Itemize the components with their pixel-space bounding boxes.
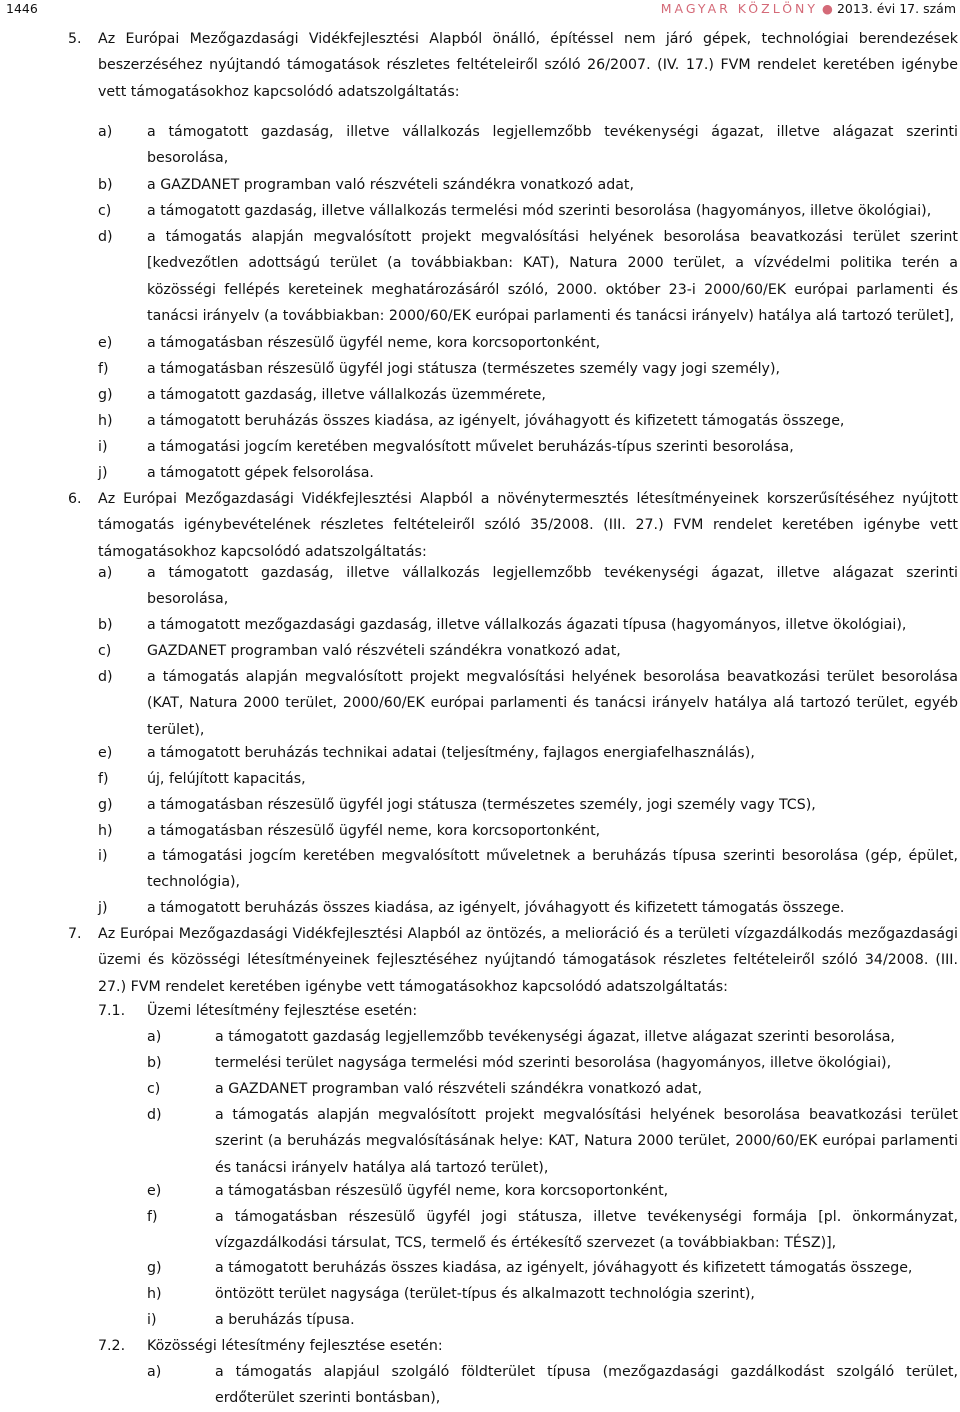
list-item: a támogatás alapján megvalósított projekt megvalósítási helyének besorolása beavatkozási terület szerint (a beruházás megvalósításának helye: KAT, Natura 2000 terület, 2000/60/EK európai parlamenti és tanácsi irányelv hatálya alá tartozó terület),	[215, 1107, 958, 1176]
list-item: a támogatásban részesülő ügyfél jogi státusza, illetve tevékenységi formája [pl. önkormányzat, vízgazdálkodási társulat, TCS, termelő és értékesítő szervezet (a továbbiakban: TÉSZ)],	[215, 1209, 958, 1252]
issue-label: 2013. évi 17. szám	[836, 1, 956, 16]
list-item: a támogatás alapjául szolgáló földterület típusa (mezőgazdasági gazdálkodást szolgáló terület, erdőterület szerinti bontásban),	[215, 1364, 958, 1407]
list-item: öntözött terület nagysága (terület-típus és alkalmazott technológia szerint),	[215, 1286, 755, 1302]
item-label: f)	[98, 361, 109, 377]
item-label: b)	[147, 1055, 162, 1071]
list-item: a támogatott gazdaság legjellemzőbb tevékenységi ágazat, illetve alágazat szerinti besorolása,	[215, 1029, 895, 1045]
item-label: b)	[98, 177, 113, 193]
subsection-title: Közösségi létesítmény fejlesztése esetén:	[147, 1338, 443, 1354]
item-label: d)	[98, 669, 113, 685]
item-label: h)	[98, 413, 113, 429]
item-label: c)	[98, 203, 112, 219]
page-header	[0, 0, 960, 18]
list-item: a támogatási jogcím keretében megvalósított műveletnek a beruházás típusa szerinti besorolása (gép, épület, technológia),	[147, 848, 958, 891]
list-item: a támogatásban részesülő ügyfél neme, kora korcsoportonként,	[147, 335, 601, 351]
section-7-intro: Az Európai Mezőgazdasági Vidékfejlesztési Alapból az öntözés, a melioráció és a területi vízgazdálkodás mezőgazdasági üzemi és közösségi létesítményeinek fejlesztéséhez nyújtandó támogatások részletes feltételeiről szóló 34/2008. (III. 27.) FVM rendelet keretében igénybe vett támogatásokhoz kapcsolódó adatszolgáltatás:	[98, 926, 958, 995]
list-item: a támogatott beruházás összes kiadása, az igényelt, jóváhagyott és kifizetett támogatás összege,	[215, 1260, 913, 1276]
item-label: i)	[147, 1312, 157, 1328]
item-label: d)	[98, 229, 113, 245]
journal-info	[661, 0, 956, 18]
item-label: b)	[98, 617, 113, 633]
list-item: a támogatott gazdaság, illetve vállalkozás legjellemzőbb tevékenységi ágazat, illetve alágazat szerinti besorolása,	[147, 565, 958, 608]
bullet-icon: ●	[822, 1, 833, 16]
list-item: a támogatási jogcím keretében megvalósított művelet beruházás-típus szerinti besorolása,	[147, 439, 794, 455]
list-item: új, felújított kapacitás,	[147, 771, 306, 787]
item-label: e)	[98, 745, 113, 761]
list-item: a támogatásban részesülő ügyfél jogi státusza (természetes személy vagy jogi személy),	[147, 361, 780, 377]
item-label: a)	[98, 124, 113, 140]
list-item: a beruházás típusa.	[215, 1312, 355, 1328]
section-5-intro: Az Európai Mezőgazdasági Vidékfejlesztési Alapból önálló, építéssel nem járó gépek, technológiai berendezések beszerzéséhez nyújtandó támogatások részletes feltételeiről szóló 26/2007. (IV. 17.) FVM rendelet keretében igénybe vett támogatásokhoz kapcsolódó adatszolgáltatás:	[98, 31, 958, 100]
list-item: a támogatott mezőgazdasági gazdaság, illetve vállalkozás ágazati típusa (hagyományos, illetve ökológiai),	[147, 617, 907, 633]
page-number: 1446	[6, 1, 38, 16]
item-label: i)	[98, 439, 108, 455]
journal-title: MAGYAR KÖZLÖNY	[660, 1, 819, 16]
list-item: a támogatott gazdaság, illetve vállalkozás üzemmérete,	[147, 387, 546, 403]
list-item: GAZDANET programban való részvételi szándékra vonatkozó adat,	[147, 643, 621, 659]
subsection-number: 7.1.	[98, 1003, 126, 1019]
item-label: e)	[98, 335, 113, 351]
section-6-intro: Az Európai Mezőgazdasági Vidékfejlesztési Alapból a növénytermesztés létesítményeinek korszerűsítéséhez nyújtott támogatás igénybevételének részletes feltételeiről szóló 35/2008. (III. 27.) FVM rendelet keretében igénybe vett támogatásokhoz kapcsolódó adatszolgáltatás:	[98, 491, 958, 560]
list-item: a támogatásban részesülő ügyfél neme, kora korcsoportonként,	[215, 1183, 669, 1199]
section-6-number: 6.	[68, 491, 82, 507]
list-item: a támogatott beruházás technikai adatai (teljesítmény, fajlagos energiafelhasználás),	[147, 745, 755, 761]
list-item: a GAZDANET programban való részvételi szándékra vonatkozó adat,	[215, 1081, 702, 1097]
item-label: c)	[147, 1081, 161, 1097]
list-item: a támogatásban részesülő ügyfél jogi státusza (természetes személy, jogi személy vagy TCS),	[147, 797, 816, 813]
subsection-title: Üzemi létesítmény fejlesztése esetén:	[147, 1003, 418, 1019]
list-item: a támogatás alapján megvalósított projekt megvalósítási helyének besorolása beavatkozási terület szerint [kedvezőtlen adottságú terület (a továbbiakban: KAT), Natura 2000 terület, a vízvédelmi politika terén a közösségi fellépés kereteinek meghatározásáról szóló, 2000. október 23-i 2000/60/EK európai parlamenti és tanácsi irányelv (a továbbiakban: 2000/60/EK európai parlamenti és tanácsi irányelv) hatálya alá tartozó terület],	[147, 229, 958, 325]
item-label: h)	[98, 823, 113, 839]
section-7-number: 7.	[68, 926, 82, 942]
section-5-number: 5.	[68, 31, 82, 47]
item-label: j)	[98, 900, 108, 916]
item-label: f)	[147, 1209, 158, 1225]
item-label: g)	[147, 1260, 162, 1276]
item-label: e)	[147, 1183, 162, 1199]
list-item: a támogatásban részesülő ügyfél neme, kora korcsoportonként,	[147, 823, 601, 839]
list-item: a támogatott gépek felsorolása.	[147, 465, 374, 481]
list-item: a támogatott gazdaság, illetve vállalkozás termelési mód szerinti besorolása (hagyományos, illetve ökológiai),	[147, 203, 932, 219]
item-label: i)	[98, 848, 108, 864]
subsection-number: 7.2.	[98, 1338, 126, 1354]
list-item: a támogatás alapján megvalósított projekt megvalósítási helyének besorolása beavatkozási terület besorolása (KAT, Natura 2000 terület, 2000/60/EK európai parlamenti és tanácsi irányelv hatálya alá tartozó terület, egyéb terület),	[147, 669, 958, 738]
item-label: f)	[98, 771, 109, 787]
item-label: g)	[98, 387, 113, 403]
list-item: termelési terület nagysága termelési mód szerinti besorolása (hagyományos, illetve ökológiai),	[215, 1055, 892, 1071]
item-label: h)	[147, 1286, 162, 1302]
list-item: a GAZDANET programban való részvételi szándékra vonatkozó adat,	[147, 177, 634, 193]
item-label: a)	[147, 1029, 162, 1045]
list-item: a támogatott beruházás összes kiadása, az igényelt, jóváhagyott és kifizetett támogatás összege,	[147, 413, 845, 429]
list-item: a támogatott gazdaság, illetve vállalkozás legjellemzőbb tevékenységi ágazat, illetve alágazat szerinti besorolása,	[147, 124, 958, 167]
item-label: c)	[98, 643, 112, 659]
item-label: j)	[98, 465, 108, 481]
item-label: g)	[98, 797, 113, 813]
item-label: d)	[147, 1107, 162, 1123]
item-label: a)	[98, 565, 113, 581]
item-label: a)	[147, 1364, 162, 1380]
list-item: a támogatott beruházás összes kiadása, az igényelt, jóváhagyott és kifizetett támogatás összege.	[147, 900, 845, 916]
